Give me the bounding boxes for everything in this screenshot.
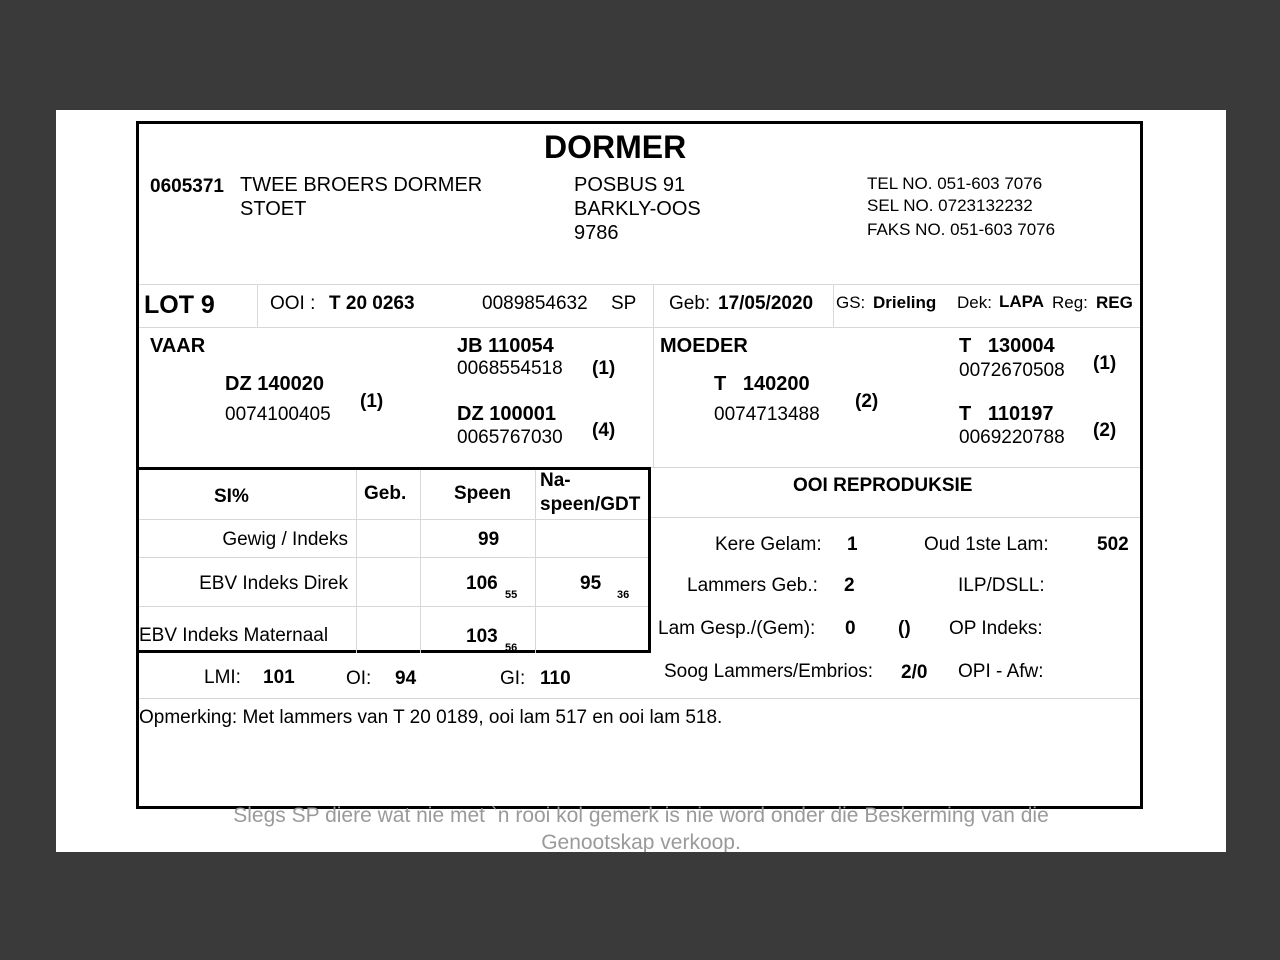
- gi-value: 110: [540, 668, 571, 689]
- vaar-sire-grade: (1): [592, 358, 616, 379]
- speen-accuracy: 55: [505, 589, 518, 601]
- faks-number: FAKS NO. 051-603 7076: [867, 220, 1056, 239]
- speen-accuracy: 56: [505, 642, 518, 654]
- lot-number: LOT 9: [144, 291, 215, 319]
- reg-value: REG: [1096, 293, 1133, 312]
- moeder-sire-number: 0072670508: [959, 360, 1065, 381]
- id-number: 0089854632: [482, 293, 588, 314]
- dek-value: LAPA: [999, 292, 1045, 311]
- moeder-dam-grade: (2): [1093, 420, 1117, 441]
- vaar-sire-id: JB 110054: [457, 335, 554, 357]
- divider: [257, 284, 258, 327]
- op-label: OP Indeks:: [949, 618, 1043, 639]
- ooi-value: T 20 0263: [329, 293, 415, 314]
- moeder-dam-number: 0069220788: [959, 427, 1065, 448]
- ooi-label: OOI :: [270, 293, 316, 314]
- breeder-code: 0605371: [150, 176, 224, 197]
- protection-note-line2: Genootskap verkoop.: [541, 831, 741, 852]
- oi-label: OI:: [346, 668, 372, 689]
- row-label: EBV Indeks Maternaal: [139, 625, 329, 646]
- sel-number: SEL NO. 0723132232: [867, 196, 1033, 215]
- divider: [651, 467, 1140, 468]
- vaar-dam-grade: (4): [592, 420, 616, 441]
- geb-header: Geb.: [364, 483, 407, 504]
- vaar-grade: (1): [360, 391, 384, 412]
- sp-marker: SP: [611, 293, 637, 314]
- oi-value: 94: [395, 668, 417, 689]
- divider: [139, 698, 1140, 699]
- gesp-value: 0: [845, 618, 856, 639]
- moeder-sire-grade: (1): [1093, 353, 1117, 374]
- address-line1: POSBUS 91: [574, 174, 686, 196]
- moeder-number: 0074713488: [714, 404, 820, 425]
- naspeen-value: 95: [580, 573, 602, 594]
- divider: [651, 517, 1140, 518]
- oud-value: 502: [1097, 534, 1129, 555]
- row-label: EBV Indeks Direk: [199, 573, 348, 594]
- address-line2: BARKLY-OOS: [574, 198, 701, 220]
- protection-note: [56, 802, 1226, 852]
- gs-label: GS:: [836, 293, 866, 312]
- vaar-dam-id: DZ 100001: [457, 403, 556, 425]
- gesp-label: Lam Gesp./(Gem):: [658, 618, 816, 639]
- vaar-label: VAAR: [150, 335, 206, 357]
- lammers-value: 2: [844, 575, 855, 596]
- moeder-dam-id: T 110197: [959, 403, 1054, 425]
- soog-value: 2/0: [901, 662, 928, 683]
- divider: [653, 284, 654, 467]
- speen-value: 106: [466, 573, 498, 594]
- geb-label: Geb:: [669, 293, 711, 314]
- reproduction-title: OOI REPRODUKSIE: [793, 475, 973, 496]
- opi-label: OPI - Afw:: [958, 661, 1044, 682]
- divider: [833, 284, 834, 327]
- dek-label: Dek:: [957, 293, 992, 312]
- moeder-id: T 140200: [714, 373, 810, 395]
- lot-sheet: [56, 110, 1226, 852]
- reg-label: Reg:: [1052, 293, 1088, 312]
- vaar-number: 0074100405: [225, 404, 331, 425]
- divider: [139, 284, 1140, 285]
- remark: Opmerking: Met lammers van T 20 0189, ooi lam 517 en ooi lam 518.: [139, 707, 723, 728]
- gs-value: Drieling: [873, 293, 937, 312]
- si-table: [139, 467, 651, 653]
- breeder-name-line2: STOET: [240, 198, 307, 220]
- lammers-label: Lammers Geb.:: [687, 575, 818, 596]
- gesp-average: (): [898, 618, 911, 639]
- ilp-label: ILP/DSLL:: [958, 575, 1045, 596]
- speen-value: 103: [466, 626, 498, 647]
- moeder-label: MOEDER: [660, 335, 748, 357]
- lmi-label: LMI:: [204, 667, 241, 688]
- naspeen-header-line2: speen/GDT: [540, 494, 641, 515]
- moeder-grade: (2): [855, 391, 879, 412]
- oud-label: Oud 1ste Lam:: [924, 534, 1049, 555]
- speen-header: Speen: [454, 483, 512, 504]
- naspeen-header-line1: Na-: [540, 470, 571, 491]
- gi-label: GI:: [500, 668, 526, 689]
- si-header: SI%: [214, 486, 249, 507]
- lot-card: [136, 121, 1143, 809]
- breeder-name-line1: TWEE BROERS DORMER: [240, 174, 483, 196]
- moeder-sire-id: T 130004: [959, 335, 1055, 357]
- soog-label: Soog Lammers/Embrios:: [664, 661, 874, 682]
- vaar-id: DZ 140020: [225, 373, 324, 395]
- naspeen-accuracy: 36: [617, 589, 630, 601]
- kere-value: 1: [847, 534, 858, 555]
- tel-number: TEL NO. 051-603 7076: [867, 174, 1043, 193]
- lmi-value: 101: [263, 667, 295, 688]
- kere-label: Kere Gelam:: [715, 534, 822, 555]
- divider: [139, 327, 1140, 328]
- row-label: Gewig / Indeks: [222, 529, 348, 550]
- vaar-dam-number: 0065767030: [457, 427, 563, 448]
- breed-title: DORMER: [544, 129, 687, 165]
- speen-value: 99: [478, 529, 500, 550]
- protection-note-line1: Slegs SP diere wat nie met `n rooi kol gemerk is nie word onder die Beskerming van die: [233, 804, 1049, 827]
- address-line3: 9786: [574, 222, 619, 244]
- geb-value: 17/05/2020: [718, 293, 814, 314]
- vaar-sire-number: 0068554518: [457, 358, 563, 379]
